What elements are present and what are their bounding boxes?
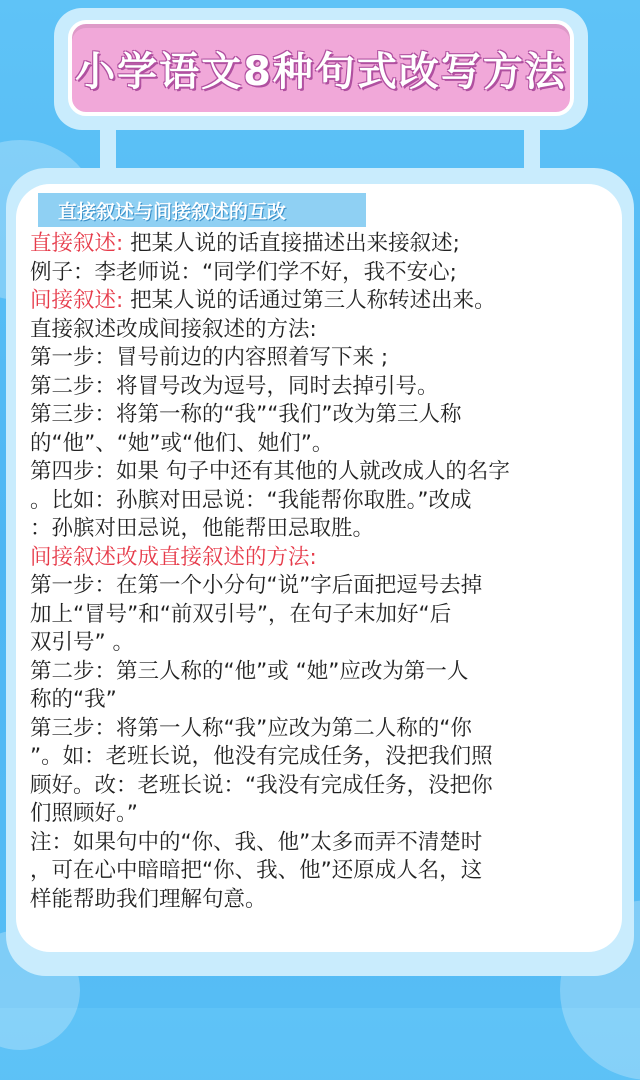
highlight-label: 间接叙述改成直接叙述的方法: [30, 544, 317, 570]
line-text: 例子：李老师说：“同学们学不好，我不安心; [30, 259, 457, 285]
title-banner [54, 8, 588, 130]
text-line [30, 487, 615, 516]
text-line [30, 829, 615, 858]
text-line [30, 515, 615, 544]
text-line [30, 772, 615, 801]
title-plate [68, 20, 574, 116]
text-line [30, 658, 615, 687]
line-text: 第三步：将第一人称“我”应改为第二人称的“你 [30, 715, 472, 741]
line-text: 把某人说的话直接描述出来接叙述; [123, 231, 460, 256]
text-line [30, 572, 615, 601]
line-text: 加上“冒号”和“前双引号”，在句子末加好“后 [30, 601, 452, 627]
text-line [30, 230, 615, 259]
section-heading [38, 193, 366, 227]
text-line [30, 629, 615, 658]
highlight-label: 直接叙述: [30, 231, 124, 256]
text-line [30, 316, 615, 345]
line-text: 们照顾好。” [30, 801, 138, 826]
section-heading-text: 直接叙述与间接叙述的互改 [58, 200, 287, 223]
line-text: ”。如：老班长说，他没有完成任务，没把我们照 [30, 744, 493, 769]
line-text: 注：如果句中的“你、我、他”太多而弄不清楚时 [30, 829, 483, 855]
body-text [30, 230, 615, 914]
text-line [30, 287, 615, 316]
text-line [30, 458, 615, 487]
line-text: 样能帮助我们理解句意。 [30, 886, 267, 912]
text-line [30, 743, 615, 772]
text-line [30, 259, 615, 288]
line-text: 双引号” 。 [30, 630, 134, 655]
text-line [30, 430, 615, 459]
text-line [30, 800, 615, 829]
line-text: 顾好。改：老班长说：“我没有完成任务，没把你 [30, 772, 493, 798]
highlight-label: 间接叙述: [30, 288, 124, 313]
text-line [30, 886, 615, 915]
line-text: 第三步：将第一称的“我”“我们”改为第三人称 [30, 402, 462, 427]
line-text: 第二步：第三人称的“他”或 “她”应改为第一人 [30, 658, 469, 684]
text-line [30, 857, 615, 886]
line-text: 的“他”、“她”或“他们、她们”。 [30, 430, 334, 456]
text-line [30, 344, 615, 373]
page-title: 小学语文8种句式改写方法 [75, 48, 567, 95]
line-text: 。比如：孙膑对田忌说：“我能帮你取胜。”改成 [30, 487, 472, 513]
line-text: ，可在心中暗暗把“你、我、他”还原成人名，这 [30, 858, 483, 883]
text-line [30, 715, 615, 744]
text-line [30, 686, 615, 715]
line-text: 第二步：将冒号改为逗号，同时去掉引号。 [30, 373, 439, 399]
text-line [30, 544, 615, 573]
line-text: 第四步：如果 句子中还有其他的人就改成人的名字 [30, 459, 510, 484]
line-text: ：孙膑对田忌说，他能帮田忌取胜。 [30, 516, 375, 541]
line-text: 把某人说的话通过第三人称转述出来。 [123, 288, 496, 313]
line-text: 第一步：冒号前边的内容照着写下来 ; [30, 345, 389, 370]
line-text: 第一步：在第一个小分句“说”字后面把逗号去掉 [30, 573, 483, 598]
text-line [30, 373, 615, 402]
line-text: 称的“我” [30, 687, 117, 712]
line-text: 直接叙述改成间接叙述的方法: [30, 316, 317, 342]
text-line [30, 401, 615, 430]
text-line [30, 601, 615, 630]
